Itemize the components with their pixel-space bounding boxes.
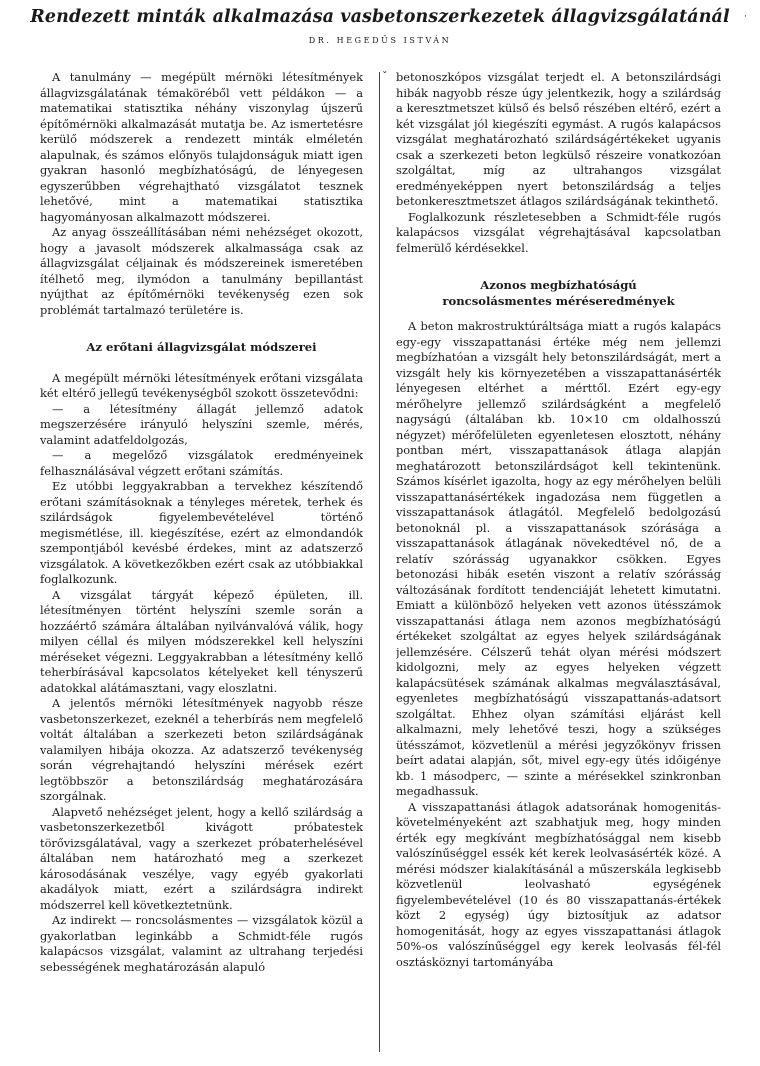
paragraph: Az indirekt — roncsolásmentes — vizsgálatok közül a gyakorlatban leginkább a Schmidt-féle rugós kalapácsos vizsgálat, valamint az ultrahang terjedési sebességének meghatározásán alapuló xyxy=(40,913,363,974)
list-item: — a létesítmény állagát jellemző adatok megszerzésére irányuló helyszíni szemle, mérés, valamint adatfeldolgozás, xyxy=(40,401,363,447)
section-heading-line1: Azonos megbízhatóságú xyxy=(480,278,637,292)
paragraph: betonoszkópos vizsgálat terjedt el. A betonszilárdsági hibák nagyobb része úgy jelentkezik, hogy a szilárdság a keresztmetszet külső és belső részében eltérő, ezért a két vizsgálat jól kiegészíti egymást. A rugós kalapácsos vizsgálat meghatározható szilárdságértékeket ugyanis csak a szerkezeti beton legkülső részeire vonatkozóan szolgáltat, míg az ultrahangos vizsgálat eredményeképpen nyert betonszilárdság a teljes betonkeresztmetszet átlagos szilárdságának tekinthető. xyxy=(396,70,721,208)
paragraph: Alapvető nehézséget jelent, hogy a kellő szilárdság a vasbetonszerkezetből kivágott próbatestek törővizsgálatával, vagy a szerkezet próbaterhelésével általában nem határozható meg a szerkezet károsodásának veszélye, vagy egyéb gyakorlati akadályok miatt, ezért a szilárdságra indirekt módszerrel kell következtetnünk. xyxy=(40,804,363,912)
list-item: — a megelőző vizsgálatok eredményeinek felhasználásával végzett erőtani számítás. xyxy=(40,448,363,478)
paragraph: A visszapattanási átlagok adatsorának homogenitás-követelményeként azt szabhatjuk meg, hogy minden érték egy megkívánt megbízhatósággal nem kisebb valószínűséggel essék két kerek leolvasásérték közé. A mérési módszer kialakításánál a műszerskála legkisebb közvetlenül leolvasható egységének figyelembevételével (10 és 80 visszapattanás-értékek közt 2 egység) úgy biztosítjuk az adatsor homogenitását, hogy az egyes visszapattanási átlagok 50%-os valószínűséggel egy kerek leolvasás fél-fél osztásköznyi tartományába xyxy=(396,799,721,969)
left-column xyxy=(40,70,363,1060)
author-name: DR. HEGEDŰS ISTVÁN xyxy=(308,36,452,45)
paragraph: Foglalkozunk részletesebben a Schmidt-féle rugós kalapácsos vizsgálat végrehajtásával kapcsolatban felmerülő kérdésekkel. xyxy=(396,209,721,255)
paragraph: Ez utóbbi leggyakrabban a tervekhez készítendő erőtani számításoknak a tényleges méretek, terhek és szilárdságok figyelembevételével történő megismétlése, ill. kiegészítése, ezért az elmondandók szempontjából kevésbé érdekes, mint az adatszerző vizsgálatok. A következőkben ezért csak az utóbbiakkal foglalkozunk. xyxy=(40,479,363,586)
right-column xyxy=(396,70,721,1060)
section-heading: Az erőtani állagvizsgálat módszerei xyxy=(86,340,317,354)
column-marker: ˇ xyxy=(382,70,388,83)
paragraph: A tanulmány — megépült mérnöki létesítmények állagvizsgálatának témaköréből vett példákon — a matematikai statisztika néhány viszonylag újszerű építőmérnöki alkalmazását mutatja be. Az ismertetésre kerülő módszerek a rendezett minták elméletén alapulnak, és számos előnyös tulajdonságuk miatt igen gyakran hasonló megbízhatóságú, de lényegesen egyszerűbben végrehajtható vizsgálatot tesznek lehetővé, mint a matematikai statisztika hagyományosan alkalmazott módszerei. xyxy=(40,70,363,224)
paragraph: A beton makrostruktúráltsága miatt a rugós kalapács egy-egy visszapattanási értéke még nem jellemzi megbízhatóan a vizsgált hely betonszilárdságát, mert a vizsgált hely kis környezetében a visszapattanásérték lényegesen eltérhet a mérttől. Ezért egy-egy mérőhelyre jellemző szilárdságként a megfelelő nagyságú (általában kb. 10×10 cm oldalhosszú négyzet) mérőfelületen egyenletesen elosztott, néhány pontban mért, visszapattanások átlaga alapján meghatározott betonszilárdságot kell tekintenünk. Számos kísérlet igazolta, hogy az egy mérőhelyen belüli visszapattanásértékek ingadozása nem független a visszapattanások átlagától. Megfelelő bedolgozású betonoknál pl. a visszapattanások szórásága a visszapattanások átlagának növekedtével nő, de a relatív szórásság ugyanakkor csökken. Egyes betonozási hibák esetén viszont a relatív szórásság változásának fordított tendenciáját lehetett kimutatni. Emiatt a különböző helyeken vett azonos ütésszámok visszapattanási átlaga nem azonos megbízhatóságú értékeket szolgáltat az egyes helyek szilárdságának jellemzésére. Célszerű tehát olyan mérési módszert kidolgozni, mely az egyes helyeken végzett kalapácsütések számának alkalmas megválasztásával, egyenletes megbízhatóságú visszapattanás-adatsort szolgáltat. Ehhez olyan számítási eljárást kell alkalmazni, mely lehetővé teszi, hogy a szükséges ütésszámot, közvetlenül a mérési jegyzőkönyv frissen beírt adatai alapján, sőt, mivel egy-egy ütés időigénye kb. 1 másodperc, — szinte a mérésekkel szinkronban megadhassuk. xyxy=(396,319,721,798)
column-divider xyxy=(379,72,380,1052)
paragraph: A jelentős mérnöki létesítmények nagyobb része vasbetonszerkezet, ezeknél a teherbírás nem megfelelő voltát általában a szerkezeti beton szilárdságának valamilyen hibája okozza. Az adatszerző tevékenység során végrehajtandó helyszíni mérések ezért legtöbbször a betonszilárdság meghatározására szorgálnak. xyxy=(40,696,363,803)
paragraph: Az anyag összeállításában némi nehézséget okozott, hogy a javasolt módszerek alkalmassága csak az állagvizsgálat céljainak és módszereinek ismeretében ítélhető meg, ilymódon a tanulmány bepillantást nyújthat az építőmérnöki tevékenység ezen sok problémát tartalmazó területére is. xyxy=(40,225,363,317)
corner-mark: · xyxy=(744,12,747,22)
article-title: Rendezett minták alkalmazása vasbetonszerkezetek állagvizsgálatánál xyxy=(30,7,730,27)
section-heading-line2: roncsolásmentes méréseredmények xyxy=(442,293,675,308)
paragraph: A megépült mérnöki létesítmények erőtani vizsgálata két eltérő jellegű tevékenységből szokott összetevődni: xyxy=(40,370,363,400)
paragraph: A vizsgálat tárgyát képező épületen, ill. létesítményen történt helyszíni szemle során a hozzáértő számára általában nyilvánvalóvá válik, hogy milyen céllal és milyen módszerekkel kell helyszíni méréseket végezni. Leggyakrabban a létesítmény kellő teherbírásával kapcsolatos kételyeket kell tényszerű adatokkal alátámasztani, vagy eloszlatni. xyxy=(40,587,363,695)
section-heading xyxy=(396,278,721,309)
